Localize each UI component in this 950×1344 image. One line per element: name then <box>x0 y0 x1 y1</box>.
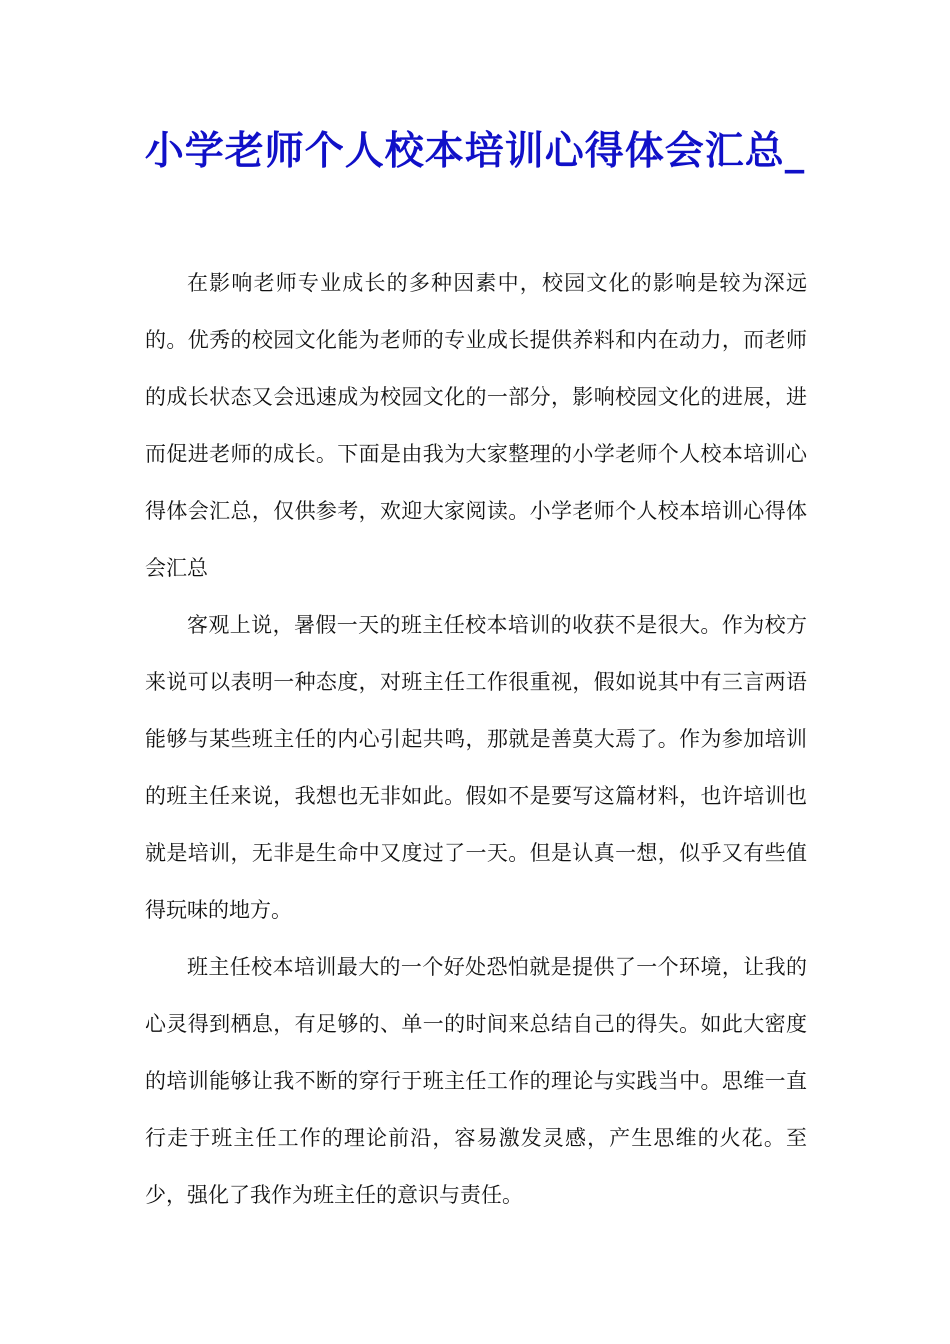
document-body <box>145 255 807 1224</box>
paragraph-3: 班主任校本培训最大的一个好处恐怕就是提供了一个环境，让我的心灵得到栖息，有足够的、单一的时间来总结自己的得失。如此大密度的培训能够让我不断的穿行于班主任工作的理论与实践当中。思维一直行走于班主任工作的理论前沿，容易激发灵感，产生思维的火花。至少，强化了我作为班主任的意识与责任。 <box>145 955 807 1207</box>
document-title: 小学老师个人校本培训心得体会汇总_ <box>144 128 806 174</box>
paragraph-1: 在影响老师专业成长的多种因素中，校园文化的影响是较为深远的。优秀的校园文化能为老师的专业成长提供养料和内在动力，而老师的成长状态又会迅速成为校园文化的一部分，影响校园文化的进展，进而促进老师的成长。下面是由我为大家整理的小学老师个人校本培训心得体会汇总，仅供参考，欢迎大家阅读。小学老师个人校本培训心得体会汇总 <box>145 271 807 580</box>
paragraph-2: 客观上说，暑假一天的班主任校本培训的收获不是很大。作为校方来说可以表明一种态度，对班主任工作很重视，假如说其中有三言两语能够与某些班主任的内心引起共鸣，那就是善莫大焉了。作为参加培训的班主任来说，我想也无非如此。假如不是要写这篇材料，也许培训也就是培训，无非是生命中又度过了一天。但是认真一想，似乎又有些值得玩味的地方。 <box>145 613 807 922</box>
